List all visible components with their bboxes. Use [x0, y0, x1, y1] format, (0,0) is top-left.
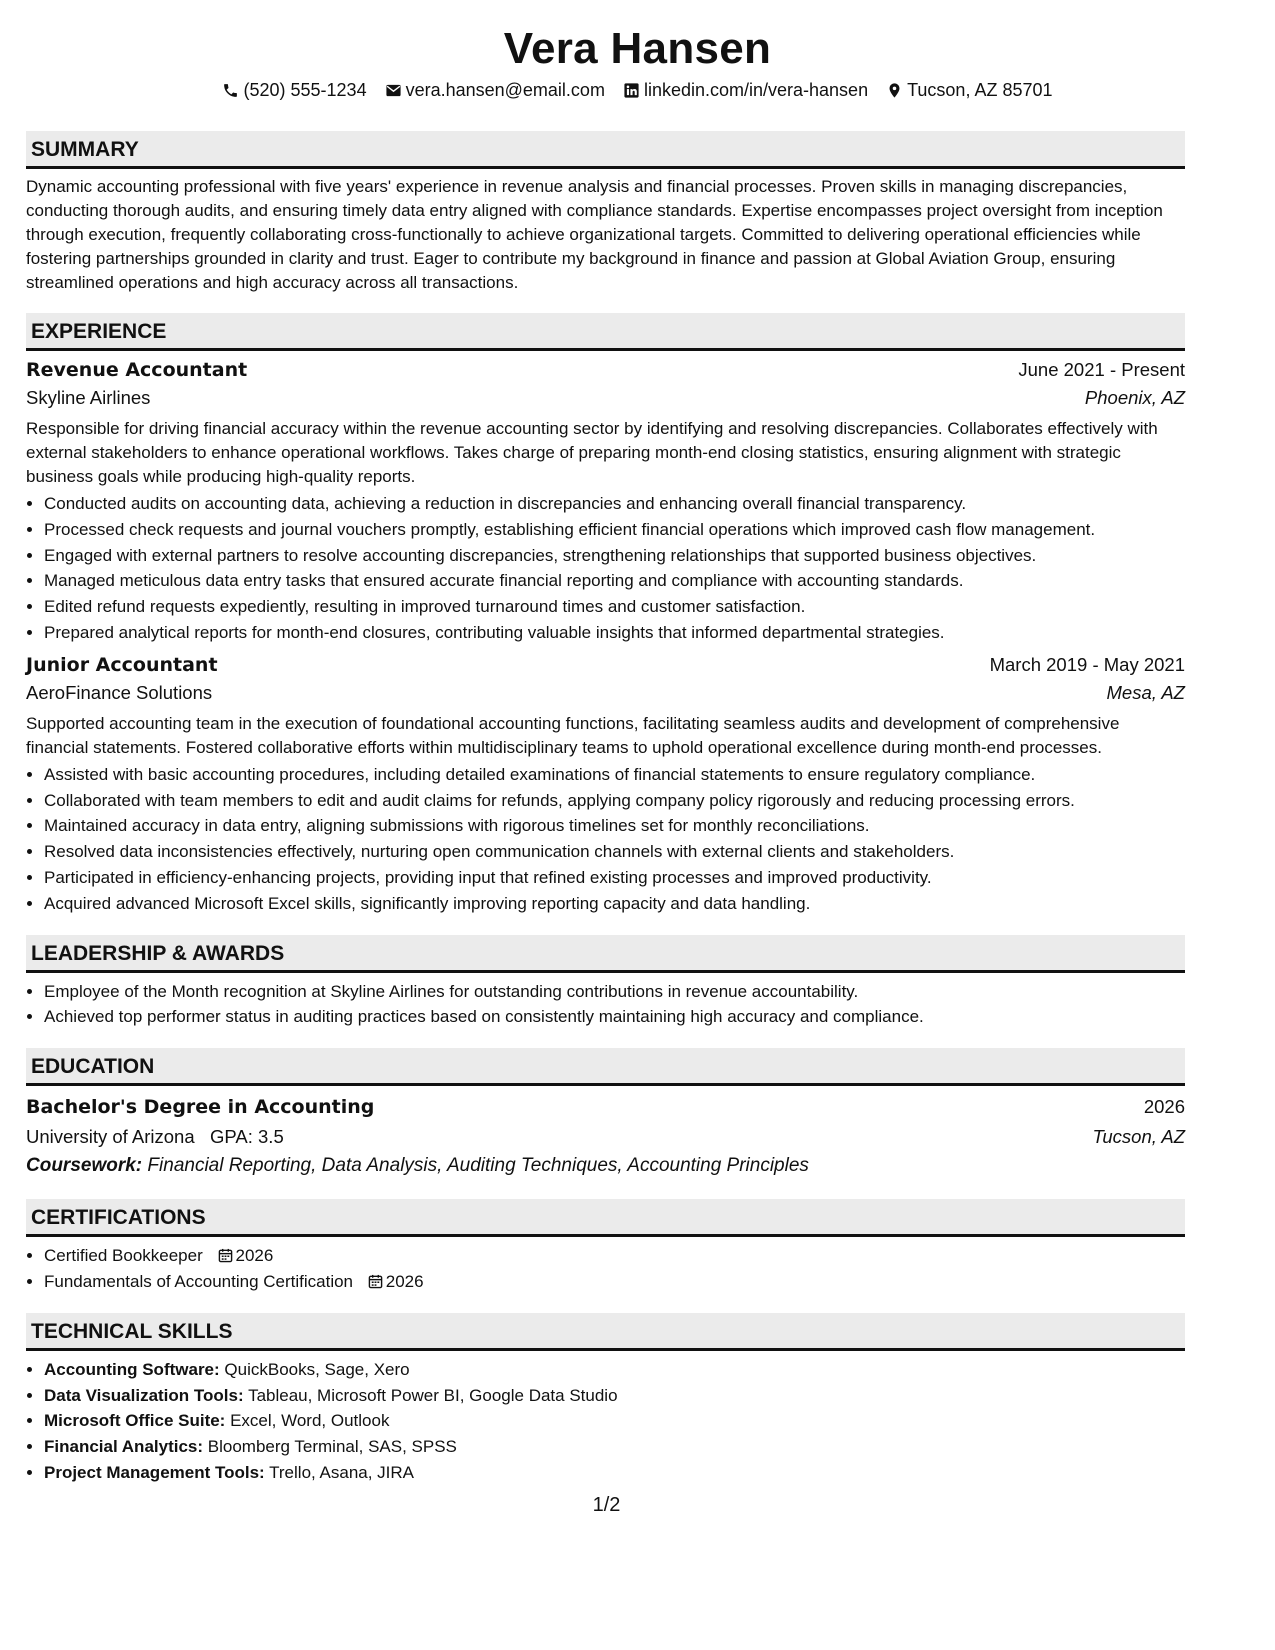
list-item: • Employee of the Month recognition at Skyline Airlines for outstanding contributions in revenue accountability. — [44, 979, 1185, 1005]
coursework-label: Coursework: — [26, 1155, 143, 1177]
linkedin-icon — [623, 82, 640, 99]
certifications-list — [26, 1243, 1185, 1295]
map-pin-icon — [886, 82, 903, 99]
degree-year: 2026 — [1143, 1096, 1185, 1118]
list-item: • Achieved top performer status in auditing practices based on consistently maintaining high accuracy and compliance. — [44, 1004, 1185, 1030]
skill-value: Tableau, Microsoft Power BI, Google Data Studio — [248, 1385, 618, 1405]
contact-phone — [222, 80, 366, 101]
list-item — [44, 1357, 1185, 1383]
job-dates: June 2021 - Present — [1018, 359, 1185, 380]
list-item — [44, 1408, 1185, 1434]
certifications-heading: CERTIFICATIONS — [26, 1199, 1185, 1237]
cert-year: 2026 — [235, 1246, 274, 1266]
job-bullets — [26, 762, 1185, 917]
school-location: Tucson, AZ — [1092, 1126, 1185, 1148]
linkedin-text[interactable]: linkedin.com/in/vera-hansen — [643, 80, 869, 100]
education-heading: EDUCATION — [26, 1048, 1185, 1086]
job-title: Junior Accountant — [26, 653, 218, 676]
list-item: • Acquired advanced Microsoft Excel skills, significantly improving reporting capacity and data handling. — [44, 891, 1185, 917]
skill-label: Microsoft Office Suite: — [44, 1411, 226, 1431]
list-item: • Edited refund requests expediently, resulting in improved turnaround times and customer satisfaction. — [44, 594, 1185, 620]
education-entry — [26, 1092, 1185, 1181]
skill-label: Data Visualization Tools: — [44, 1385, 244, 1405]
list-item: • Collaborated with team members to edit and audit claims for refunds, applying company policy rigorously and reducing processing errors. — [44, 788, 1185, 814]
list-item — [44, 1434, 1185, 1460]
list-item — [44, 1460, 1185, 1486]
skill-value: Bloomberg Terminal, SAS, SPSS — [207, 1437, 457, 1457]
job-description: Supported accounting team in the execution of foundational accounting functions, facilitating seamless audits and development of comprehensive financial statements. Fostered collaborative efforts within multidisciplinary teams to uphold operational excellence during month-end processes. — [26, 713, 1120, 757]
page-number: 1/2 — [592, 1494, 621, 1516]
summary-text: Dynamic accounting professional with five years' experience in revenue analysis and financial processes. Proven skills in managing discrepancies, conducting thorough audits, and ensuring timely data entry aligned with compliance standards. Expertise encompasses project oversight from inception through execution, frequently collaborating cross-functionally to achieve organizational targets. Committed to delivering operational efficiencies while fostering partnerships grounded in clarity and trust. Eager to contribute my background in finance and passion at Global Aviation Group, ensuring streamlined operations and high accuracy across all transactions. — [26, 177, 1163, 292]
job-company: Skyline Airlines — [26, 387, 151, 408]
list-item: • Prepared analytical reports for month-end closures, contributing valuable insights that informed departmental strategies. — [44, 620, 1185, 646]
contact-location — [886, 80, 1052, 101]
job-title: Revenue Accountant — [26, 359, 248, 381]
skills-list — [26, 1357, 1185, 1486]
gpa: GPA: 3.5 — [210, 1126, 284, 1148]
list-item — [44, 1383, 1185, 1409]
leadership-heading: LEADERSHIP & AWARDS — [26, 935, 1185, 973]
experience-heading: EXPERIENCE — [26, 313, 1185, 351]
job-entry — [26, 654, 1185, 917]
summary-heading: SUMMARY — [26, 131, 1185, 169]
skill-value: Trello, Asana, JIRA — [269, 1462, 415, 1482]
school-name: University of Arizona — [26, 1126, 195, 1148]
list-item: • Assisted with basic accounting procedures, including detailed examinations of financial statements to ensure regulatory compliance. — [44, 762, 1185, 788]
calendar-icon — [218, 1248, 233, 1263]
calendar-icon — [368, 1274, 383, 1289]
degree-title: Bachelor's Degree in Accounting — [26, 1096, 375, 1119]
job-entry — [26, 359, 1185, 646]
coursework-list: Financial Reporting, Data Analysis, Auditing Techniques, Accounting Principles — [147, 1155, 809, 1177]
list-item: • Processed check requests and journal vouchers promptly, establishing efficient financial operations which improved cash flow management. — [44, 517, 1185, 543]
skill-value: QuickBooks, Sage, Xero — [224, 1359, 410, 1379]
school-line — [26, 1122, 284, 1151]
cert-name: Certified Bookkeeper — [44, 1246, 203, 1266]
job-location: Phoenix, AZ — [1084, 387, 1185, 408]
candidate-name: Vera Hansen — [503, 24, 772, 73]
phone-text: (520) 555-1234 — [243, 80, 367, 100]
skills-heading: TECHNICAL SKILLS — [26, 1313, 1185, 1351]
list-item: • Managed meticulous data entry tasks that ensured accurate financial reporting and compliance with accounting standards. — [44, 568, 1185, 594]
list-item — [44, 1243, 1185, 1269]
email-text[interactable]: vera.hansen@email.com — [405, 80, 605, 100]
cert-name: Fundamentals of Accounting Certification — [44, 1271, 354, 1291]
skill-label: Project Management Tools: — [44, 1462, 265, 1482]
job-dates: March 2019 - May 2021 — [989, 653, 1185, 675]
job-description: Responsible for driving financial accuracy within the revenue accounting sector by identifying and resolving discrepancies. Collaborates effectively with external stakeholders to enhance operational workflows. Takes charge of preparing month-end closing statistics, ensuring alignment with strategic business goals while producing high-quality reports. — [26, 419, 1158, 486]
coursework-line — [26, 1151, 1185, 1181]
skill-value: Excel, Word, Outlook — [230, 1411, 390, 1431]
list-item: • Resolved data inconsistencies effectively, nurturing open communication channels with external clients and stakeholders. — [44, 839, 1185, 865]
contact-linkedin[interactable] — [623, 80, 868, 101]
leadership-list — [26, 979, 1185, 1031]
job-bullets — [26, 491, 1185, 646]
cert-year: 2026 — [385, 1271, 424, 1291]
job-location: Mesa, AZ — [1106, 681, 1185, 703]
contact-bar — [26, 80, 1185, 101]
list-item: • Engaged with external partners to resolve accounting discrepancies, strengthening relationships that supported business objectives. — [44, 543, 1185, 569]
list-item: • Participated in efficiency-enhancing projects, providing input that refined existing processes and improved productivity. — [44, 865, 1185, 891]
skill-label: Financial Analytics: — [44, 1437, 204, 1457]
job-company: AeroFinance Solutions — [26, 681, 213, 703]
list-item: • Conducted audits on accounting data, achieving a reduction in discrepancies and enhancing overall financial transparency. — [44, 491, 1185, 517]
location-text: Tucson, AZ 85701 — [907, 80, 1053, 100]
envelope-icon — [385, 82, 402, 99]
skill-label: Accounting Software: — [44, 1359, 220, 1379]
contact-email[interactable] — [385, 80, 605, 101]
list-item: • Maintained accuracy in data entry, aligning submissions with rigorous timelines set for monthly reconciliations. — [44, 813, 1185, 839]
phone-icon — [222, 82, 239, 99]
list-item — [44, 1269, 1185, 1295]
